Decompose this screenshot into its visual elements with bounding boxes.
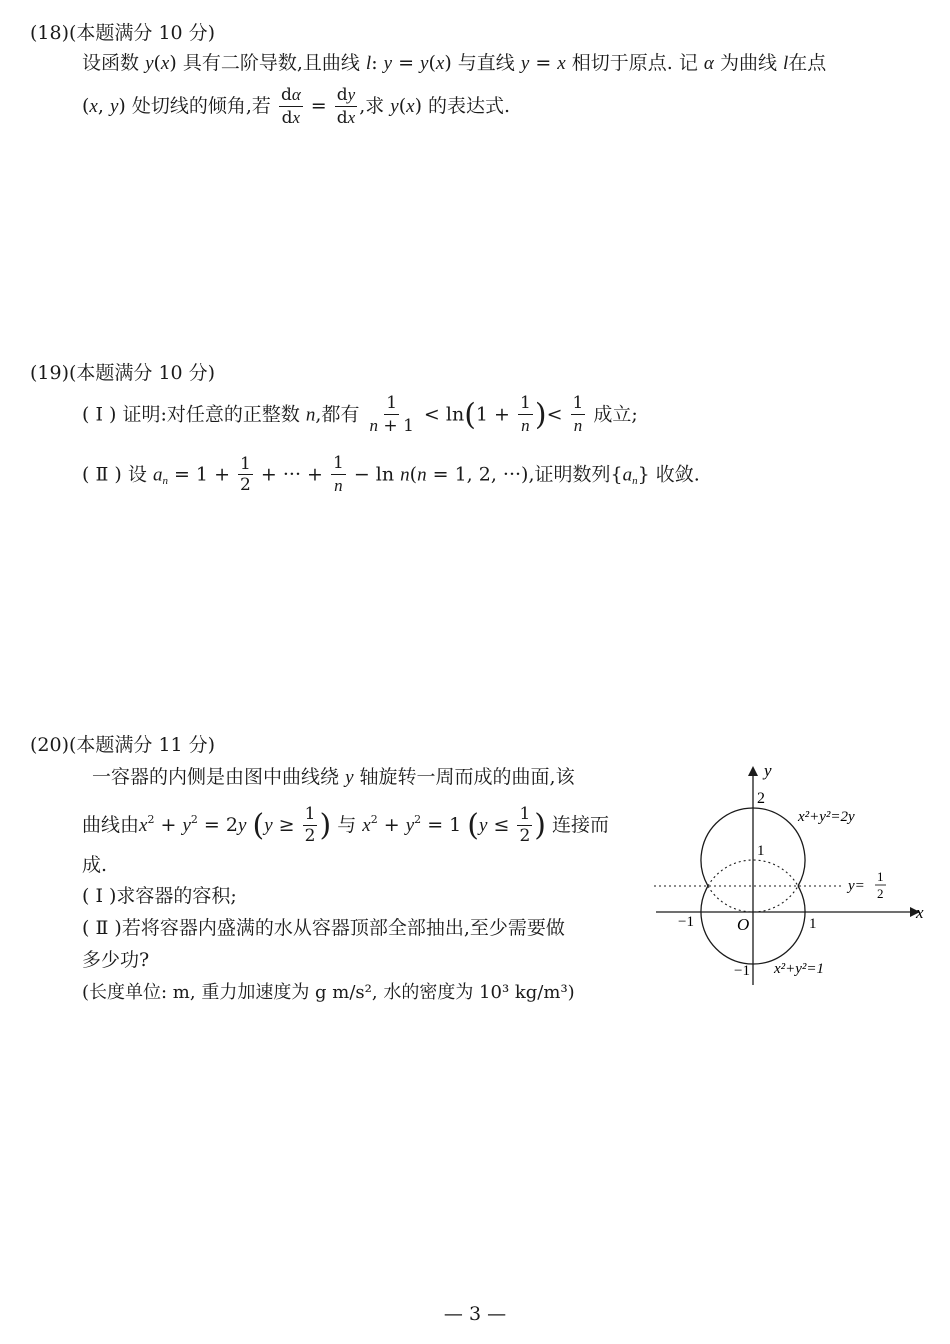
q20-figure — [648, 760, 928, 990]
q18-text: 处切线的倾角,若 — [131, 94, 271, 117]
origin-label: O — [737, 915, 750, 934]
q19-text: ,都有 — [315, 403, 360, 426]
q18-text: 与直线 — [457, 52, 515, 74]
fraction-1-over-n: $\frac{1}{n}$ — [572, 393, 584, 435]
q19-part-2: ( Ⅱ ) 设 $a_n = 1$ + $\frac{1}{2}$ + ··· + $\frac{1}{n}$ − ln n(n = 1, 2, ···),证明数列$\{a_n\}$ 收敛. — [82, 453, 700, 496]
q19-part-1: ( Ⅰ ) 证明:对任意的正整数 n,都有 $\frac{1}{n + 1}$ < ln(1 + $\frac{1}{n}$ )< $\frac{1}{n}$ 成立; — [82, 393, 638, 436]
tick-neg1-y: −1 — [734, 963, 750, 979]
dalpha-dx-fraction: $\frac{d\alpha}{dx}$ — [280, 85, 301, 128]
q19-part1-label: ( Ⅰ ) — [82, 403, 117, 426]
fraction-1-over-n-plus-1: $\frac{1}{n + 1}$ — [369, 393, 414, 436]
q20-text: 轴旋转一周而成的曲面,该 — [359, 766, 575, 788]
q20-text: 曲线由 — [82, 813, 140, 836]
y-axis-label: y — [764, 761, 772, 780]
fraction-1-over-2: $\frac{1}{2}$ — [240, 453, 251, 496]
q18-text: 设函数 — [82, 52, 140, 74]
q18-line-1: 设函数 y(x) 具有二阶导数,且曲线 l: y = y(x) 与直线 y = x 相切于原点. 记 α 为曲线 l在点 — [82, 52, 827, 74]
line-y-half-num: 1 — [877, 869, 884, 884]
q18-header — [30, 24, 215, 43]
tick-2: 2 — [757, 790, 765, 807]
q20-text: 一容器的内侧是由图中曲线绕 — [92, 766, 340, 788]
fraction-1-over-2: $\frac{1}{2}$ — [304, 804, 316, 846]
q20-text: 成. — [82, 854, 108, 876]
q20-part-1 — [82, 887, 237, 906]
q19-score: (本题满分 10 分) — [69, 362, 216, 384]
x-axis-label: x — [916, 903, 924, 922]
q19-header — [30, 364, 215, 383]
q18-label: (18) — [30, 22, 70, 44]
q19-text: 收敛. — [655, 463, 700, 486]
fraction-1-over-n: $\frac{1}{n}$ — [332, 453, 344, 495]
q20-part2-label: ( Ⅱ ) — [82, 917, 122, 939]
q20-text: 连接而 — [552, 813, 610, 836]
q19-text: 证明:对任意的正整数 — [122, 403, 300, 426]
line-y-half-label: y= — [848, 878, 865, 894]
q20-header — [30, 736, 215, 755]
q20-label: (20) — [30, 734, 70, 756]
q20-text: 多少功? — [82, 949, 150, 971]
page-number: — 3 — — [443, 1303, 507, 1325]
q20-intro-line-2: 曲线由$x^2 + y^2 = 2y$ (y ≥ $\frac{1}{2}$ ) 与 $x^2 + y^2 = 1$ (y ≤ $\frac{1}{2}$ ) 连接而 — [82, 804, 610, 846]
q18-score: (本题满分 10 分) — [69, 22, 216, 44]
q19-part2-label: ( Ⅱ ) — [82, 463, 122, 486]
y-axis-arrow — [748, 766, 758, 776]
tick-1-x: 1 — [809, 916, 817, 932]
curve-upper-label: x²+y²=2y — [798, 809, 855, 825]
q18-line-2: (x, y) 处切线的倾角,若 $\frac{d\alpha}{dx}$ = $\frac{dy}{dx}$ ,求 y(x) 的表达式. — [82, 85, 511, 128]
q18-text: 相切于原点. 记 — [571, 52, 698, 74]
q18-text: 为曲线 — [719, 52, 777, 74]
q20-part1-label: ( Ⅰ ) — [82, 885, 117, 907]
q20-intro-line-1: 一容器的内侧是由图中曲线绕 y 轴旋转一周而成的曲面,该 — [92, 766, 575, 788]
fraction-1-over-2: $\frac{1}{2}$ — [519, 804, 531, 846]
line-y-half-den: 2 — [877, 886, 884, 901]
tick-neg1-x: −1 — [678, 914, 694, 930]
q20-units-note — [82, 984, 575, 1002]
q20-text: 求容器的容积; — [116, 885, 237, 907]
q20-part-2-cont — [82, 951, 149, 970]
q19-text: 成立; — [593, 403, 638, 426]
q18-text: 具有二阶导数,且曲线 — [182, 52, 360, 74]
dy-dx-fraction: $\frac{dy}{dx}$ — [336, 85, 356, 128]
q18-text: ,求 — [359, 94, 385, 117]
tick-1-y: 1 — [757, 843, 765, 859]
q20-score: (本题满分 11 分) — [69, 734, 216, 756]
curve-lower-label: x²+y²=1 — [774, 961, 825, 977]
q20-intro-line-3 — [82, 856, 107, 875]
q20-text: 与 — [337, 813, 357, 836]
q20-units-text: (长度单位: m, 重力加速度为 g m/s², 水的密度为 10³ kg/m³) — [82, 982, 575, 1003]
q19-text: 设 — [127, 463, 147, 486]
q19-text: ,证明数列 — [528, 463, 611, 486]
q18-text: 在点 — [788, 52, 827, 74]
q20-part-2 — [82, 919, 565, 938]
q20-text: 若将容器内盛满的水从容器顶部全部抽出,至少需要做 — [121, 917, 565, 939]
q19-label: (19) — [30, 362, 70, 384]
q18-text: 的表达式. — [428, 94, 511, 117]
fraction-1-over-n: $\frac{1}{n}$ — [520, 393, 531, 435]
